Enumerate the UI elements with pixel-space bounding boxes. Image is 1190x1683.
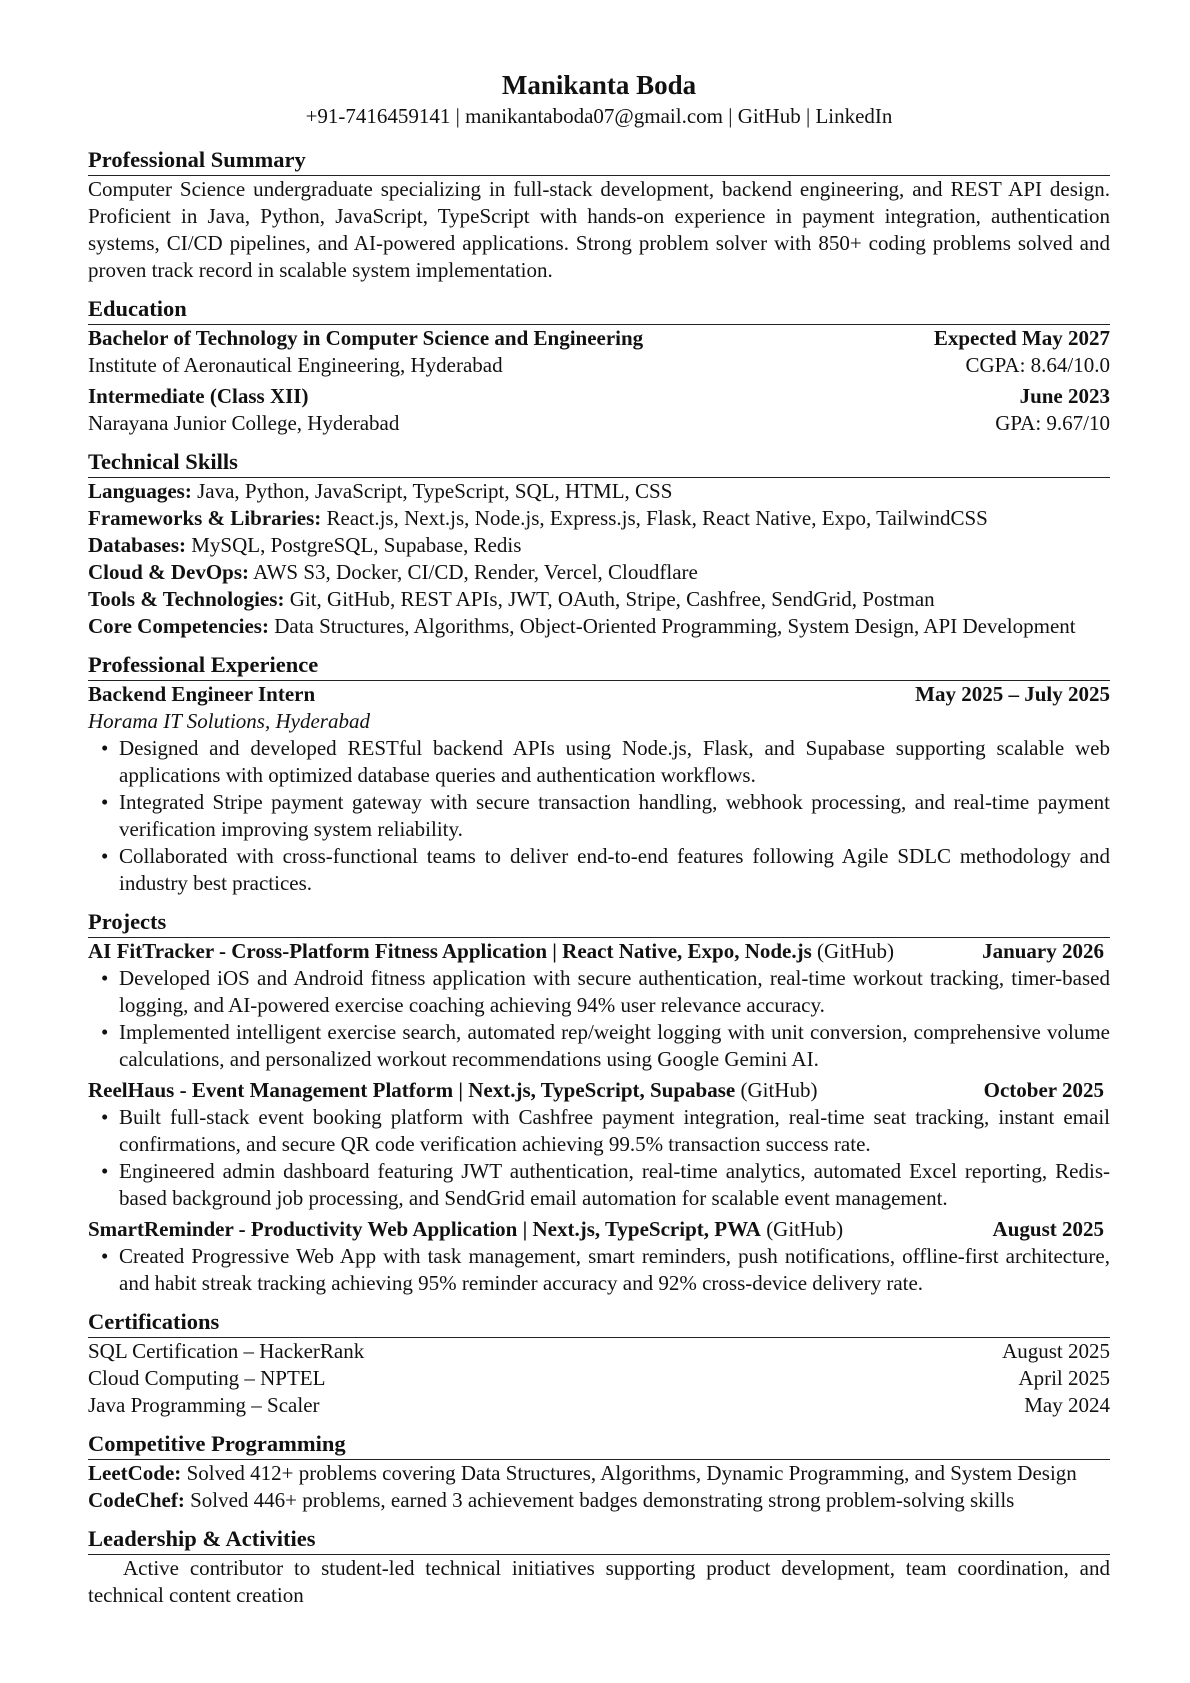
education-entry [88,325,1110,379]
certification-date: April 2025 [1018,1366,1110,1390]
school: Institute of Aeronautical Engineering, Hyderabad [88,353,503,377]
project-title: ReelHaus - Event Management Platform | Next.js, TypeScript, Supabase [88,1078,736,1102]
school: Narayana Junior College, Hyderabad [88,411,400,435]
certification-name: SQL Certification – HackerRank [88,1339,365,1363]
platform-label: CodeChef: [88,1488,185,1512]
grade: GPA: 9.67/10 [995,411,1110,435]
certification-row [88,1365,1110,1392]
candidate-name: Manikanta Boda [501,70,697,100]
bullet-item: • Developed iOS and Android fitness application with secure authentication, real-time workout tracking, timer-based logging, and AI-powered exercise coaching achieving 94% user relevance accuracy. [88,965,1110,1019]
separator: | [723,104,738,128]
certification-name: Java Programming – Scaler [88,1393,320,1417]
skill-label: Core Competencies: [88,614,269,638]
linkedin-link[interactable]: LinkedIn [815,104,893,128]
bullet-item: • Built full-stack event booking platform with Cashfree payment integration, real-time seat tracking, instant email confirmations, and secure QR code verification achieving 99.5% transaction success rate. [88,1104,1110,1158]
platform-label: LeetCode: [88,1461,182,1485]
degree: Intermediate (Class XII) [88,384,309,408]
section-heading-summary: Professional Summary [88,146,1110,176]
job-title: Backend Engineer Intern [88,682,316,706]
project-date: January 2026 [982,939,1104,963]
github-link[interactable]: GitHub [737,104,801,128]
skill-label: Frameworks & Libraries: [88,506,322,530]
skill-value: MySQL, PostgreSQL, Supabase, Redis [186,533,522,557]
email-link[interactable]: manikantaboda07@gmail.com [465,104,723,128]
bullet-item: • Collaborated with cross-functional teams to deliver end-to-end features following Agile SDLC methodology and industry best practices. [88,843,1110,897]
platform-detail: Solved 446+ problems, earned 3 achievement badges demonstrating strong problem-solving skills [184,1488,1015,1512]
skill-value: AWS S3, Docker, CI/CD, Render, Vercel, Cloudflare [249,560,698,584]
section-heading-projects: Projects [88,908,1110,938]
bullet-item: • Created Progressive Web App with task management, smart reminders, push notifications, offline-first architecture, and habit streak tracking achieving 95% reminder accuracy and 92% cross-device delivery rate. [88,1243,1110,1297]
skill-line [88,505,1110,532]
project-title: SmartReminder - Productivity Web Application | Next.js, TypeScript, PWA [88,1217,761,1241]
company: Horama IT Solutions, Hyderabad [88,709,370,733]
skill-label: Tools & Technologies: [88,587,285,611]
summary-text: Computer Science undergraduate specializing in full-stack development, backend engineering, and REST API design. Proficient in Java, Python, JavaScript, TypeScript with hands-on experience in payment integration, authentication systems, CI/CD pipelines, and AI-powered applications. Strong problem solver with 850+ coding problems solved and proven track record in scalable system implementation. [88,177,1110,282]
project-date: August 2025 [992,1217,1104,1241]
experience-bullets [88,735,1110,897]
section-heading-experience: Professional Experience [88,651,1110,681]
section-heading-skills: Technical Skills [88,448,1110,478]
education-date: Expected May 2027 [933,326,1110,350]
skill-label: Languages: [88,479,192,503]
competitive-line [88,1460,1110,1487]
degree: Bachelor of Technology in Computer Science and Engineering [88,326,644,350]
separator: | [800,104,816,128]
project-github-link[interactable]: (GitHub) [735,1078,818,1102]
project-entry [88,1216,1110,1297]
certification-name: Cloud Computing – NPTEL [88,1366,326,1390]
bullet-item: • Engineered admin dashboard featuring JWT authentication, real-time analytics, automated Excel reporting, Redis-based background job processing, and SendGrid email automation for scalable event management. [88,1158,1110,1212]
platform-detail: Solved 412+ problems covering Data Structures, Algorithms, Dynamic Programming, and System Design [181,1461,1077,1485]
bullet-item: • Implemented intelligent exercise search, automated rep/weight logging with unit conversion, comprehensive volume calculations, and personalized workout recommendations using Google Gemini AI. [88,1019,1110,1073]
certification-date: August 2025 [1002,1339,1110,1363]
phone: +91-7416459141 [305,104,451,128]
section-heading-competitive: Competitive Programming [88,1430,1110,1460]
project-github-link[interactable]: (GitHub) [811,939,895,963]
education-date: June 2023 [1019,384,1110,408]
skill-value: Java, Python, JavaScript, TypeScript, SQL, HTML, CSS [191,479,673,503]
resume-page [88,70,1110,1609]
separator: | [450,104,466,128]
section-heading-leadership: Leadership & Activities [88,1525,1110,1555]
leadership-text: Active contributor to student-led technical initiatives supporting product development, team coordination, and technical content creation [88,1556,1110,1607]
project-entry [88,938,1110,1073]
contact-line [88,103,1110,130]
bullet-item: • Designed and developed RESTful backend APIs using Node.js, Flask, and Supabase supporting scalable web applications with optimized database queries and authentication workflows. [88,735,1110,789]
skill-line [88,478,1110,505]
skill-value: Data Structures, Algorithms, Object-Oriented Programming, System Design, API Development [268,614,1076,638]
project-date: October 2025 [983,1078,1104,1102]
skill-label: Databases: [88,533,186,557]
section-heading-certifications: Certifications [88,1308,1110,1338]
certification-row [88,1338,1110,1365]
grade: CGPA: 8.64/10.0 [965,353,1110,377]
section-heading-education: Education [88,295,1110,325]
project-github-link[interactable]: (GitHub) [760,1217,844,1241]
skill-label: Cloud & DevOps: [88,560,250,584]
skill-value: React.js, Next.js, Node.js, Express.js, Flask, React Native, Expo, TailwindCSS [321,506,988,530]
skill-line [88,559,1110,586]
skill-line [88,532,1110,559]
skill-line [88,586,1110,613]
bullet-item: • Integrated Stripe payment gateway with secure transaction handling, webhook processing, and real-time payment verification improving system reliability. [88,789,1110,843]
certification-row [88,1392,1110,1419]
skill-value: Git, GitHub, REST APIs, JWT, OAuth, Stripe, Cashfree, SendGrid, Postman [284,587,935,611]
job-date: May 2025 – July 2025 [915,682,1110,706]
competitive-line [88,1487,1110,1514]
education-entry [88,383,1110,437]
skill-line [88,613,1110,640]
project-title: AI FitTracker - Cross-Platform Fitness Application | React Native, Expo, Node.js [88,939,812,963]
project-entry [88,1077,1110,1212]
certification-date: May 2024 [1024,1393,1110,1417]
